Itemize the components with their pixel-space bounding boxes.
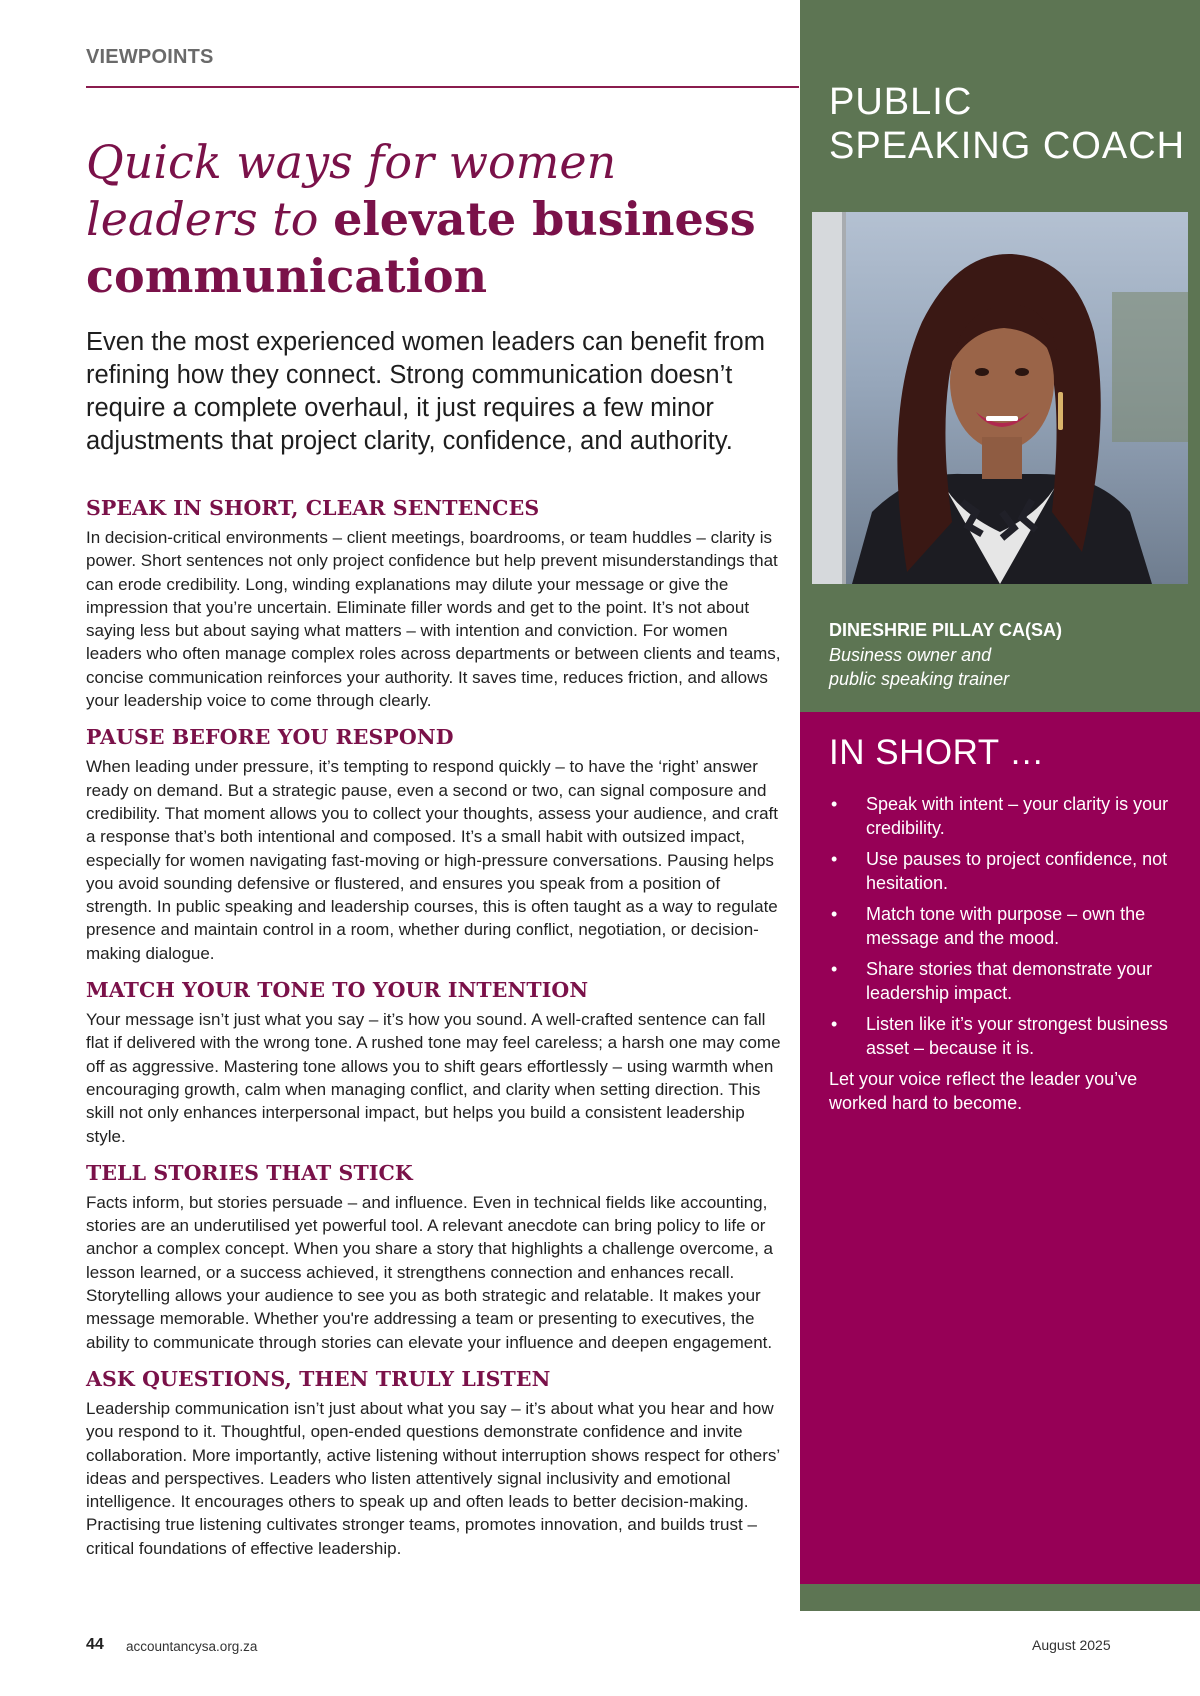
section-label: VIEWPOINTS xyxy=(86,46,214,68)
list-item xyxy=(829,903,1169,950)
list-item-text: Match tone with purpose – own the message and the mood. xyxy=(866,904,1146,948)
headline-italic: Quick ways for women leaders to xyxy=(86,135,617,246)
section-text: Facts inform, but stories persuade – and influence. Even in technical fields like accounting, stories are an underutilised yet powerful tool. A relevant anecdote can bring policy to life or anchor a complex concept. When you share a story that highlights a challenge overcome, a lesson learned, or a success achieved, it strengthens connection and enhances recall. Storytelling allows your audience to see you as both strategic and relatable. It makes your message memorable. Whether you're addressing a team or presenting to executives, the ability to communicate through stories can elevate your influence and deepen engagement. xyxy=(86,1192,773,1352)
section-heading: MATCH YOUR TONE TO YOUR INTENTION xyxy=(86,978,589,1003)
author-name: DINESHRIE PILLAY CA(SA) xyxy=(829,620,1063,640)
section-heading: PAUSE BEFORE YOU RESPOND xyxy=(86,725,454,750)
section-heading: TELL STORIES THAT STICK xyxy=(86,1160,413,1185)
sidebar-title-line2: SPEAKING COACH xyxy=(829,125,1186,167)
list-item-text: Speak with intent – your clarity is your credibility. xyxy=(866,794,1169,838)
sidebar-title xyxy=(829,80,1185,168)
list-item-text: Share stories that demonstrate your leadership impact. xyxy=(866,959,1153,1003)
author-role-line2: public speaking trainer xyxy=(829,669,1010,689)
bullet-icon: • xyxy=(831,849,838,869)
article-section xyxy=(86,1365,786,1560)
article-section xyxy=(86,723,786,965)
author-role-line1: Business owner and xyxy=(829,645,992,665)
bullet-icon: • xyxy=(831,959,838,979)
article-headline xyxy=(86,134,786,305)
section-text: Leadership communication isn’t just about what you say – it’s about what you hear and how you respond to it. Thoughtful, open-ended questions demonstrate confidence and invite collaboration. More importantly, active listening without interruption shows respect for others’ ideas and perspectives. Leaders who listen attentively signal inclusivity and emotional intelligence. It encourages others to speak up and often leads to better decision-making. Practising true listening cultivates stronger teams, promotes innovation, and builds trust – critical foundations of effective leadership. xyxy=(86,1398,780,1558)
bullet-icon: • xyxy=(831,904,838,924)
article-standfirst: Even the most experienced women leaders can benefit from refining how they connect. Strong communication doesn’t require a complete overhaul, it just requires a few minor adjustments that project clarity, confidence, and authority. xyxy=(86,328,765,455)
in-short-list xyxy=(829,793,1169,1068)
issue-date: August 2025 xyxy=(1032,1637,1111,1653)
list-item xyxy=(829,848,1169,895)
bullet-icon: • xyxy=(831,794,838,814)
author-photo xyxy=(812,212,1188,584)
sidebar-title-line1: PUBLIC xyxy=(829,81,973,123)
article-section xyxy=(86,494,786,712)
page-number: 44 xyxy=(86,1636,104,1653)
in-short-title: IN SHORT … xyxy=(829,733,1045,772)
sidebar-footer-bar xyxy=(800,1584,1200,1611)
in-short-closing: Let your voice reflect the leader you’ve worked hard to become. xyxy=(829,1069,1138,1113)
section-heading: ASK QUESTIONS, THEN TRULY LISTEN xyxy=(86,1366,551,1391)
section-text: In decision-critical environments – client meetings, boardrooms, or team huddles – clarity is power. Short sentences not only project confidence but help prevent misunderstandings that can erode credibility. Long, winding explanations may dilute your message or give the impression that you’re uncertain. Eliminate filler words and get to the point. It’s not about saying less but about saying what matters – with intention and conviction. For women leaders who often manage complex roles across departments or between clients and teams, concise communication reinforces your authority. It saves time, reduces friction, and allows your leadership voice to come through clearly. xyxy=(86,528,781,711)
list-item-text: Use pauses to project confidence, not hesitation. xyxy=(866,849,1168,893)
footer-url: accountancysa.org.za xyxy=(126,1639,258,1654)
article-section xyxy=(86,1159,786,1354)
article-section xyxy=(86,976,786,1148)
section-heading: SPEAK IN SHORT, CLEAR SENTENCES xyxy=(86,496,540,520)
list-item xyxy=(829,1013,1169,1060)
headline-bold: elevate business communication xyxy=(86,192,756,303)
header-divider xyxy=(86,86,799,88)
section-text: When leading under pressure, it’s tempting to respond quickly – to have the ‘right’ answer ready on demand. But a strategic pause, even a second or two, can signal composure and credibility. That moment allows you to collect your thoughts, assess your audience, and craft a response that’s both intentional and composed. It’s a small habit with outsized impact, especially for women navigating fast-moving or high-pressure conversations. Pausing helps you avoid sounding defensive or flustered, and ensures you speak from a position of strength. In public speaking and leadership courses, this is often taught as a way to regulate presence and maintain control in a room, whether during conflict, negotiation, or decision-making dialogue. xyxy=(86,757,778,963)
list-item xyxy=(829,958,1169,1005)
bullet-icon: • xyxy=(831,1014,838,1034)
author-role xyxy=(829,643,1179,691)
list-item-text: Listen like it’s your strongest business asset – because it is. xyxy=(866,1014,1168,1058)
section-text: Your message isn’t just what you say – it’s how you sound. A well-crafted sentence can fall flat if delivered with the wrong tone. A rushed tone may feel careless; a harsh one may come off as aggressive. Mastering tone allows you to shift gears effortlessly – using warmth when encouraging growth, calm when managing conflict, and clarity when setting direction. This skill not only enhances interpersonal impact, but helps you build a consistent leadership style. xyxy=(86,1010,781,1146)
list-item xyxy=(829,793,1169,840)
article-body xyxy=(86,494,786,1571)
